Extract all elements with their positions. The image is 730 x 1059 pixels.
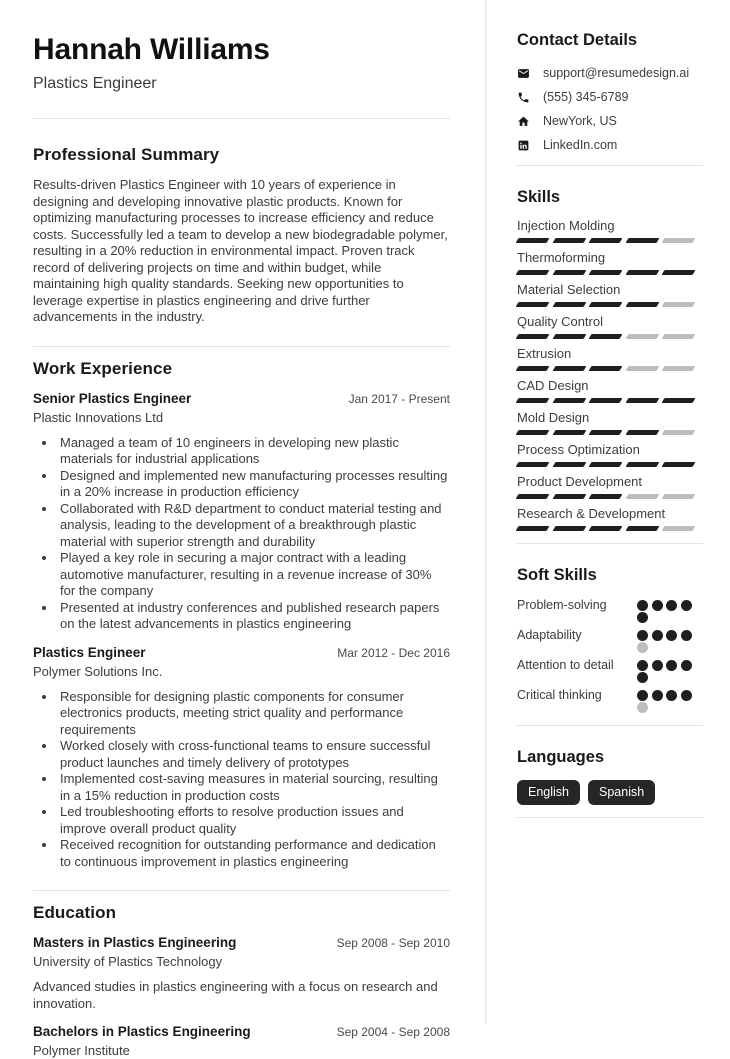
section-languages (517, 747, 703, 805)
skill-level-segment (625, 398, 659, 403)
job-bullet: • Presented at industry conferences and published research papers on the latest advancements in plastics engineering (57, 600, 450, 633)
skill-level-segment (589, 366, 623, 371)
soft-skill-dot (637, 642, 648, 653)
skill-level-segment (625, 302, 659, 307)
section-soft-skills (517, 565, 703, 713)
degree-header (33, 935, 450, 951)
job-company: Plastic Innovations Ltd (33, 409, 164, 425)
skill-name: Product Development (517, 474, 643, 489)
soft-skills-divider (517, 725, 703, 726)
skill-level-segment (552, 462, 586, 467)
soft-skill-dot (637, 690, 648, 701)
skill-level-segment (516, 238, 550, 243)
skill-level-segment (552, 238, 586, 243)
skill-item (517, 282, 703, 307)
job-bullet: • Implemented cost-saving measures in material sourcing, resulting in a 15% reduction in production costs (57, 771, 450, 804)
soft-skill-dots (637, 627, 696, 653)
contact-item (517, 89, 703, 105)
language-badge: English (517, 780, 580, 805)
skill-item (517, 314, 703, 339)
skill-level-segment (662, 238, 696, 243)
skill-level-segment (625, 526, 659, 531)
language-badge: Spanish (588, 780, 655, 805)
contact-item (517, 137, 703, 153)
soft-skill-dot (681, 630, 692, 641)
experience-divider (33, 890, 450, 891)
jobs-list (33, 391, 450, 871)
section-contact-details (517, 30, 703, 153)
skill-name: Material Selection (517, 282, 621, 297)
skill-level-segment (662, 366, 696, 371)
soft-skill-dot (666, 600, 677, 611)
section-skills (517, 187, 703, 531)
skill-level-segment (552, 430, 586, 435)
contact-text: (555) 345-6789 (543, 90, 629, 104)
skill-level-segment (625, 270, 659, 275)
degree-description: Advanced studies in plastics engineering with a focus on research and innovation. (33, 979, 438, 1011)
summary-heading: Professional Summary (33, 145, 220, 164)
soft-skill-dot (666, 660, 677, 671)
header-divider (33, 118, 450, 119)
skill-item (517, 506, 703, 531)
degree-school: University of Plastics Technology (33, 954, 223, 969)
soft-skill-dots (637, 687, 696, 713)
skill-level-segment (589, 526, 623, 531)
soft-skill-dot (637, 630, 648, 641)
job-bullet: • Managed a team of 10 engineers in developing new plastic materials for industrial applications (57, 435, 450, 468)
soft-skill-dot (637, 612, 648, 623)
education-entry (33, 1024, 450, 1059)
soft-skill-dot (681, 660, 692, 671)
section-education (33, 903, 450, 1059)
soft-skill-dot (681, 600, 692, 611)
skill-level-bar (517, 302, 703, 307)
contact-text: NewYork, US (543, 114, 617, 128)
skill-level-segment (589, 302, 623, 307)
skill-level-segment (625, 430, 659, 435)
skill-level-segment (589, 270, 623, 275)
contact-list (517, 65, 703, 153)
soft-skill-dot (652, 690, 663, 701)
skill-level-segment (516, 398, 550, 403)
skill-level-segment (589, 238, 623, 243)
skill-level-segment (552, 398, 586, 403)
degree-header (33, 1024, 450, 1040)
skill-level-segment (516, 494, 550, 499)
soft-skill-dot (637, 660, 648, 671)
person-job-title: Plastics Engineer (33, 75, 157, 92)
skill-level-segment (662, 302, 696, 307)
job-dates: Mar 2012 - Dec 2016 (337, 645, 450, 660)
skill-name: CAD Design (517, 378, 589, 393)
linkedin-icon (517, 139, 530, 152)
skill-level-segment (516, 302, 550, 307)
languages-heading: Languages (517, 748, 605, 766)
skill-level-segment (516, 462, 550, 467)
soft-skill-name: Problem-solving (517, 598, 607, 612)
soft-skill-dot (637, 600, 648, 611)
soft-skill-dot (637, 672, 648, 683)
skill-item (517, 474, 703, 499)
job-bullet: • Led troubleshooting efforts to resolve production issues and improve overall product quality (57, 804, 450, 837)
degree-dates: Sep 2004 - Sep 2008 (336, 1025, 450, 1039)
skill-level-segment (516, 366, 550, 371)
skill-level-segment (625, 334, 659, 339)
degrees-list (33, 935, 450, 1059)
skill-item (517, 442, 703, 467)
job-bullet: • Played a key role in securing a major contract with a leading automotive manufacturer, resulting in a revenue increase of 30% for the company (57, 550, 450, 600)
skill-level-segment (516, 430, 550, 435)
skill-level-segment (552, 334, 586, 339)
skill-level-segment (589, 430, 623, 435)
job-bullet-list (33, 689, 450, 871)
job-title: Senior Plastics Engineer (33, 390, 192, 406)
soft-skills-heading: Soft Skills (517, 566, 597, 584)
job-bullet-list (33, 435, 450, 633)
skill-level-bar (517, 238, 703, 243)
skill-level-bar (517, 270, 703, 275)
skill-item (517, 378, 703, 403)
job-entry (33, 645, 450, 871)
soft-skill-dot (652, 600, 663, 611)
skill-item (517, 218, 703, 243)
skills-list (517, 218, 703, 531)
soft-skill-name: Critical thinking (517, 688, 602, 702)
skill-level-segment (552, 526, 586, 531)
skill-level-segment (662, 398, 696, 403)
skill-item (517, 346, 703, 371)
degree-school: Polymer Institute (33, 1043, 130, 1058)
section-professional-summary (33, 145, 450, 326)
skill-level-segment (589, 398, 623, 403)
education-heading: Education (33, 903, 117, 922)
contact-text: support@resumedesign.ai (543, 66, 690, 80)
soft-skill-dot (666, 630, 677, 641)
degree-dates: Sep 2008 - Sep 2010 (336, 936, 450, 950)
contact-item (517, 65, 703, 81)
skill-name: Injection Molding (517, 218, 615, 233)
phone-icon (517, 91, 530, 104)
soft-skill-dots (637, 597, 696, 623)
skill-level-segment (552, 302, 586, 307)
languages-divider (517, 817, 703, 818)
job-bullet: • Worked closely with cross-functional teams to ensure successful product launches and timely delivery of prototypes (57, 738, 450, 771)
skill-level-segment (625, 238, 659, 243)
job-header (33, 645, 450, 661)
job-header (33, 391, 450, 407)
skill-level-segment (589, 334, 623, 339)
contact-heading: Contact Details (517, 31, 638, 49)
job-company: Polymer Solutions Inc. (33, 663, 163, 679)
contact-divider (517, 165, 703, 166)
languages-list (517, 780, 703, 805)
skill-level-segment (589, 494, 623, 499)
skill-level-segment (625, 494, 659, 499)
skill-level-segment (516, 526, 550, 531)
soft-skill-name: Adaptability (517, 628, 582, 642)
skill-level-segment (662, 462, 696, 467)
degree-title: Bachelors in Plastics Engineering (33, 1024, 251, 1039)
soft-skill-item (517, 597, 703, 623)
skill-item (517, 250, 703, 275)
skill-item (517, 410, 703, 435)
skill-level-segment (662, 494, 696, 499)
skill-level-segment (625, 366, 659, 371)
skills-heading: Skills (517, 188, 561, 206)
skill-level-bar (517, 366, 703, 371)
email-icon (517, 67, 530, 80)
skill-level-segment (552, 366, 586, 371)
work-experience-heading: Work Experience (33, 358, 173, 378)
job-title: Plastics Engineer (33, 644, 146, 660)
skill-name: Research & Development (517, 506, 666, 521)
job-bullet: • Collaborated with R&D department to conduct material testing and analysis, leading to the development of a breakthrough plastic material with superior strength and durability (57, 501, 450, 551)
soft-skill-item (517, 687, 703, 713)
sidebar (487, 0, 730, 1024)
home-icon (517, 115, 530, 128)
skills-divider (517, 543, 703, 544)
skill-level-segment (662, 270, 696, 275)
soft-skill-dot (666, 690, 677, 701)
soft-skill-item (517, 627, 703, 653)
skill-level-segment (662, 430, 696, 435)
contact-text: LinkedIn.com (543, 138, 618, 152)
skill-level-bar (517, 494, 703, 499)
job-dates: Jan 2017 - Present (348, 391, 450, 406)
person-name: Hannah Williams (33, 33, 270, 66)
summary-text: Results-driven Plastics Engineer with 10 years of experience in designing and developing innovative plastic products. Known for optimizing manufacturing processes to increase efficiency and reduce costs. Successfully led a team to develop a new biodegradable polymer, resulting in a 20% reduction in environmental impact. Proven track record of delivering projects on time and within budget, while maintaining high quality standards. Seeking new opportunities to leverage expertise in plastics engineering and drive further advancements in the industry. (33, 177, 448, 324)
job-bullet: • Designed and implemented new manufacturing processes resulting in a 20% increase in production efficiency (57, 468, 450, 501)
job-bullet: • Responsible for designing plastic components for consumer electronics products, meeting strict quality and performance requirements (57, 689, 450, 739)
education-entry (33, 935, 450, 1012)
soft-skill-dot (652, 630, 663, 641)
skill-level-segment (516, 334, 550, 339)
degree-title: Masters in Plastics Engineering (33, 935, 237, 950)
skill-name: Extrusion (517, 346, 572, 361)
job-bullet: • Received recognition for outstanding performance and dedication to continuous improvement in plastics engineering (57, 837, 450, 870)
skill-level-segment (625, 462, 659, 467)
header (33, 33, 450, 94)
contact-item (517, 113, 703, 129)
section-work-experience (33, 359, 450, 871)
skill-name: Process Optimization (517, 442, 640, 457)
skill-level-segment (662, 334, 696, 339)
summary-divider (33, 346, 450, 347)
soft-skills-list (517, 597, 703, 713)
soft-skill-item (517, 657, 703, 683)
skill-level-bar (517, 334, 703, 339)
soft-skill-dot (652, 660, 663, 671)
skill-level-segment (552, 270, 586, 275)
skill-name: Quality Control (517, 314, 603, 329)
soft-skill-dot (681, 690, 692, 701)
soft-skill-dots (637, 657, 696, 683)
skill-level-segment (552, 494, 586, 499)
skill-name: Thermoforming (517, 250, 606, 265)
skill-level-segment (516, 270, 550, 275)
skill-level-segment (662, 526, 696, 531)
skill-name: Mold Design (517, 410, 590, 425)
soft-skill-dot (637, 702, 648, 713)
soft-skill-name: Attention to detail (517, 658, 614, 672)
skill-level-bar (517, 526, 703, 531)
skill-level-bar (517, 462, 703, 467)
skill-level-bar (517, 430, 703, 435)
skill-level-segment (589, 462, 623, 467)
skill-level-bar (517, 398, 703, 403)
job-entry (33, 391, 450, 633)
